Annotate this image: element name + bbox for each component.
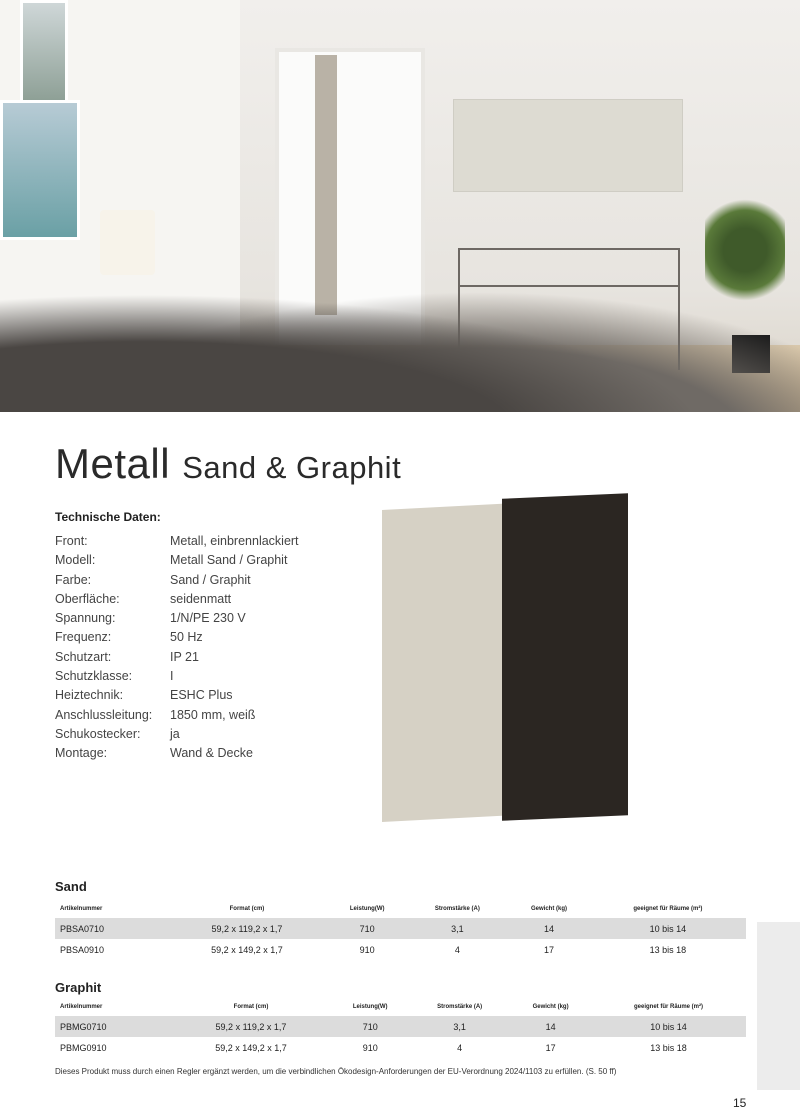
spec-value: 50 Hz: [170, 630, 203, 645]
spec-row: [55, 532, 299, 551]
graphit-sample-image: [502, 493, 628, 821]
spec-row: [55, 686, 299, 705]
spec-label: Heiztechnik:: [55, 688, 124, 703]
spec-row: [55, 744, 299, 763]
spec-row: [55, 590, 299, 609]
table-cell: 3,1: [409, 1016, 510, 1037]
table-cell: 10 bis 14: [591, 1016, 746, 1037]
table-cell: 14: [508, 918, 590, 939]
column-header: Artikelnummer: [60, 906, 103, 912]
spec-label: Frequenz:: [55, 630, 112, 645]
spec-value: IP 21: [170, 649, 199, 664]
spec-value: seidenmatt: [170, 591, 232, 606]
table-cell: PBMG0710: [55, 1016, 171, 1037]
footnote: Dieses Produkt muss durch einen Regler ergänzt werden, um die verbindlichen Ökodesign-Anforderungen der EU-Verordnung 2024/1103 zu erfüllen. (S. 50 ff): [55, 1067, 617, 1076]
page-title: Metall Sand & Graphit: [55, 440, 402, 487]
spec-value: 1850 mm, weiß: [170, 707, 256, 722]
table-cell: 710: [331, 1016, 409, 1037]
column-header: Gewicht (kg): [532, 1004, 569, 1010]
graphit-table: [55, 998, 746, 1058]
table-cell: 10 bis 14: [590, 918, 746, 939]
table-header: [55, 998, 746, 1016]
spec-row: [55, 609, 299, 628]
table-cell: 4: [457, 1042, 463, 1053]
table-cell: 59,2 x 119,2 x 1,7: [166, 918, 328, 939]
specs-title: Technische Daten:: [55, 510, 161, 524]
spec-value: Sand / Graphit: [170, 572, 251, 587]
table-cell: 3,1: [406, 918, 508, 939]
column-header: Stromstärke (A): [437, 1004, 483, 1010]
table-cell: 910: [359, 944, 375, 955]
table-cell: 59,2 x 119,2 x 1,7: [171, 1016, 332, 1037]
spec-label: Spannung:: [55, 611, 116, 626]
table-row: [55, 918, 746, 939]
sand-title: Sand: [55, 879, 87, 894]
table-cell: PBSA0910: [60, 944, 105, 955]
column-header: Artikelnummer: [60, 1004, 103, 1010]
table-cell: 17: [544, 944, 555, 955]
sand-table: [55, 900, 746, 960]
spec-label: Farbe:: [55, 572, 92, 587]
room-photo: [0, 0, 800, 412]
spec-row: [55, 725, 299, 744]
spec-label: Schukostecker:: [55, 726, 141, 741]
table-cell: 17: [545, 1042, 556, 1053]
specs-list: [55, 532, 299, 764]
table-cell: 4: [454, 944, 460, 955]
spec-row: [55, 706, 299, 725]
table-cell: 59,2 x 149,2 x 1,7: [215, 1042, 287, 1053]
spec-label: Front:: [55, 534, 88, 548]
spec-value: 1/N/PE 230 V: [170, 611, 246, 626]
table-row: [55, 939, 746, 960]
column-header: Leistung(W): [349, 906, 385, 912]
spec-value: Metall Sand / Graphit: [170, 553, 288, 568]
spec-value: I: [170, 669, 174, 684]
spec-row: [55, 628, 299, 647]
spec-label: Modell:: [55, 553, 96, 568]
spec-value: Wand & Decke: [170, 746, 253, 761]
table-cell: 910: [362, 1042, 378, 1053]
table-row: [55, 1016, 746, 1037]
side-tab: [757, 922, 800, 1090]
spec-value: Metall, einbrennlackiert: [170, 534, 299, 548]
column-header: Format (cm): [233, 1004, 269, 1010]
sand-sample-image: [382, 504, 502, 822]
spec-label: Oberfläche:: [55, 591, 120, 606]
spec-label: Schutzklasse:: [55, 669, 133, 684]
column-header: Stromstärke (A): [434, 906, 480, 912]
spec-row: [55, 648, 299, 667]
table-cell: 59,2 x 149,2 x 1,7: [211, 944, 283, 955]
spec-value: ESHC Plus: [170, 688, 233, 703]
column-header: Gewicht (kg): [531, 906, 568, 912]
spec-label: Schutzart:: [55, 649, 112, 664]
table-cell: 710: [328, 918, 406, 939]
column-header: Format (cm): [229, 906, 265, 912]
spec-value: ja: [170, 726, 180, 741]
column-header: geeignet für Räume (m²): [633, 906, 703, 912]
spec-row: [55, 571, 299, 590]
table-cell: 14: [510, 1016, 591, 1037]
heating-panel-image: [453, 99, 683, 192]
spec-row: [55, 667, 299, 686]
table-cell: 13 bis 18: [650, 1042, 687, 1053]
spec-row: [55, 551, 299, 570]
page-number: 15: [733, 1096, 747, 1110]
column-header: geeignet für Räume (m²): [634, 1004, 704, 1010]
table-header: [55, 900, 746, 918]
spec-label: Anschlussleitung:: [55, 707, 153, 722]
table-cell: PBSA0710: [55, 918, 166, 939]
column-header: Leistung(W): [352, 1004, 388, 1010]
table-row: [55, 1037, 746, 1058]
graphit-title: Graphit: [55, 980, 102, 995]
table-cell: PBMG0910: [60, 1042, 107, 1053]
table-cell: 13 bis 18: [649, 944, 687, 955]
spec-label: Montage:: [55, 746, 108, 761]
